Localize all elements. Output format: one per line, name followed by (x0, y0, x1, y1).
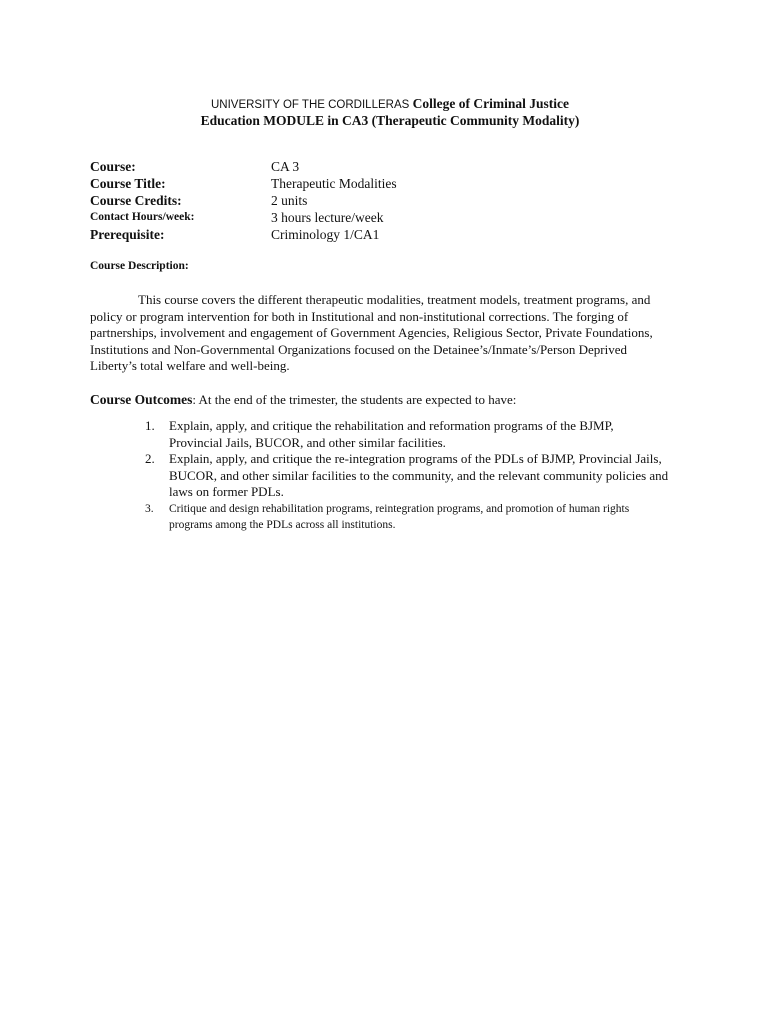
list-item (145, 418, 670, 451)
course-outcomes-list (145, 418, 670, 533)
course-description-heading: Course Description: (90, 260, 189, 272)
list-item-text: Explain, apply, and critique the rehabilitation and reformation programs of the BJMP, Provincial Jails, BUCOR, and other similar facilities. (169, 418, 614, 450)
list-item-number: 1. (145, 418, 155, 433)
info-value: Therapeutic Modalities (271, 176, 397, 191)
info-value: 2 units (271, 193, 308, 208)
list-item-number: 2. (145, 451, 155, 466)
info-row-prerequisite (90, 226, 690, 243)
info-value: CA 3 (271, 159, 300, 174)
course-info-table (90, 158, 690, 243)
list-item-number: 3. (145, 502, 154, 515)
list-item-text: Explain, apply, and critique the re-integration programs of the PDLs of BJMP, Provincial Jails, BUCOR, and other similar facilities to the community, and the relevant community policies and laws on former PDLs. (169, 451, 669, 499)
course-outcomes-intro (90, 392, 516, 408)
info-row-course (90, 158, 690, 175)
info-label: Course Title: (90, 176, 166, 191)
list-item (145, 501, 670, 533)
document-title (180, 96, 600, 128)
info-value: 3 hours lecture/week (271, 210, 384, 225)
course-outcomes-intro-text: : At the end of the trimester, the students are expected to have: (192, 392, 517, 407)
list-item-text: Critique and design rehabilitation programs, reintegration programs, and promotion of human rights programs among the PDLs across all institutions. (169, 502, 630, 531)
course-description-text: This course covers the different therapeutic modalities, treatment models, treatment programs, and policy or program intervention for both in Institutional and non-institutional corrections. The forging of partnerships, involvement and engagement of Government Agencies, Religious Sector, Private Foundations, Institutions and Non-Governmental Organizations focused on the Detainee’s/Inmate’s/Person Deprived Liberty’s total welfare and well-being. (90, 292, 653, 373)
course-outcomes-label: Course Outcomes (90, 392, 193, 407)
info-label: Contact Hours/week: (90, 211, 195, 223)
info-value: Criminology 1/CA1 (271, 227, 380, 242)
module-title: College of Criminal Justice Education MODULE in CA3 (Therapeutic Community Modality) (200, 96, 580, 128)
info-row-course-title (90, 175, 690, 192)
info-label: Course: (90, 159, 136, 174)
info-label: Prerequisite: (90, 227, 165, 242)
list-item (145, 451, 670, 501)
info-row-course-credits (90, 192, 690, 209)
info-label: Course Credits: (90, 193, 182, 208)
university-name: UNIVERSITY OF THE CORDILLERAS (210, 99, 410, 111)
info-row-contact-hours (90, 209, 690, 226)
